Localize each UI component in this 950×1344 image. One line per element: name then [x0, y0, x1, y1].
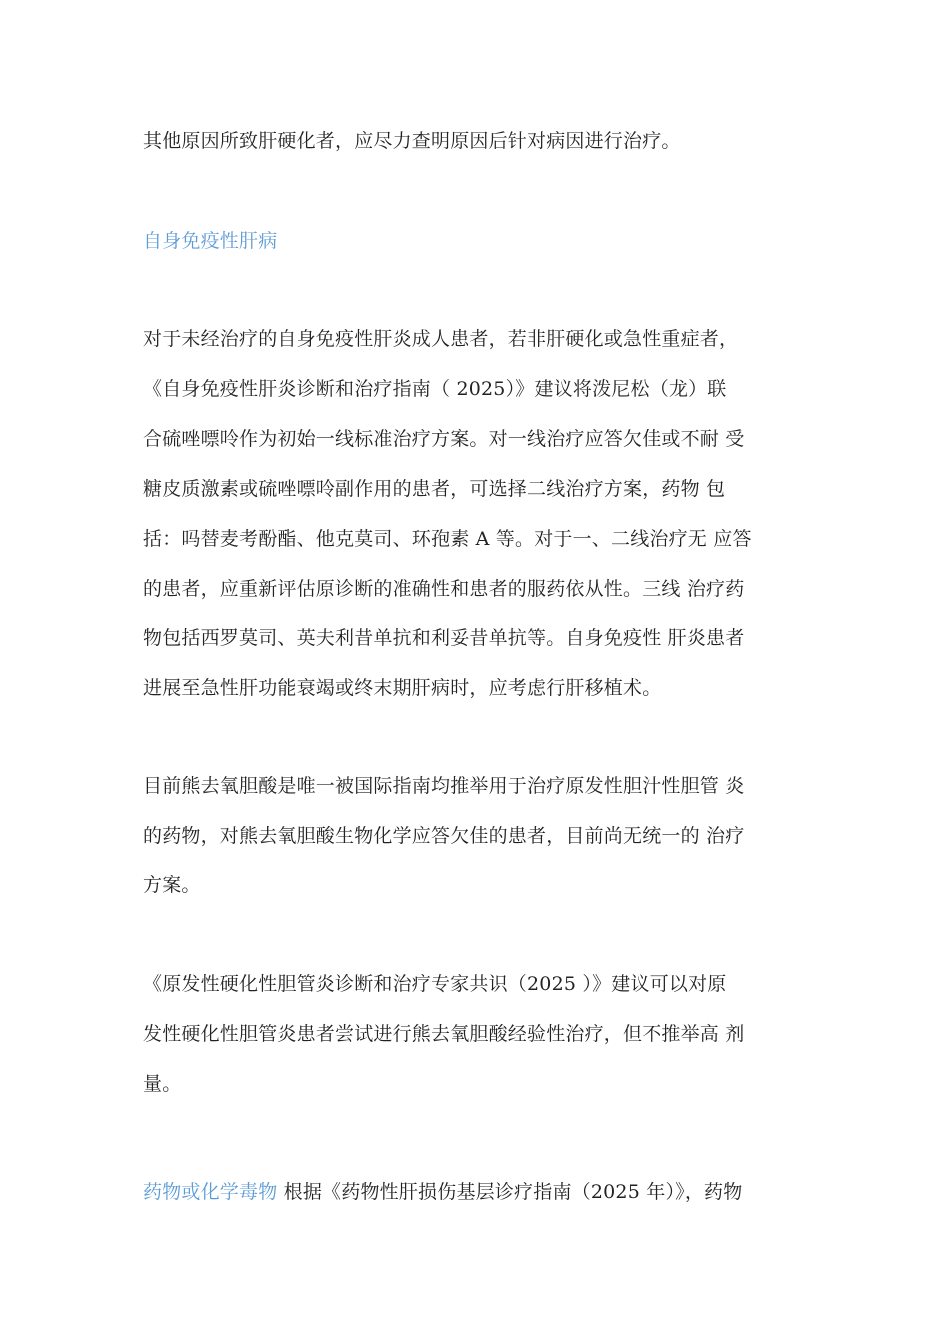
section-drug-line	[143, 1180, 742, 1204]
section-drug-text: 根据《药物性肝损伤基层诊疗指南（2025 年）》，药物	[277, 1181, 743, 1203]
paragraph-pbc-line: 方案。	[143, 874, 201, 896]
paragraph-aih-line: 对于未经治疗的自身免疫性肝炎成人患者，若非肝硬化或急性重症者，	[143, 328, 739, 350]
paragraph-psc-line: 《原发性硬化性胆管炎诊断和治疗专家共识（2025 ）》建议可以对原	[143, 973, 727, 995]
section-heading-drug: 药物或化学毒物	[143, 1181, 278, 1203]
section-heading-autoimmune: 自身免疫性肝病	[143, 230, 278, 252]
paragraph-aih-line: 进展至急性肝功能衰竭或终末期肝病时，应考虑行肝移植术。	[143, 677, 662, 699]
paragraph-intro-line: 其他原因所致肝硬化者，应尽力查明原因后针对病因进行治疗。	[143, 130, 681, 152]
paragraph-aih-line: 合硫唑嘌呤作为初始一线标准治疗方案。对一线治疗应答欠佳或不耐 受	[143, 428, 745, 450]
paragraph-aih-line: 糖皮质激素或硫唑嘌呤副作用的患者，可选择二线治疗方案，药物 包	[143, 478, 726, 500]
paragraph-pbc-line: 的药物，对熊去氧胆酸生物化学应答欠佳的患者，目前尚无统一的 治疗	[143, 825, 745, 847]
paragraph-psc-line: 发性硬化性胆管炎患者尝试进行熊去氧胆酸经验性治疗，但不推举高 剂	[143, 1023, 745, 1045]
paragraph-pbc-line: 目前熊去氧胆酸是唯一被国际指南均推举用于治疗原发性胆汁性胆管 炎	[143, 775, 745, 797]
paragraph-aih-line: 《自身免疫性肝炎诊断和治疗指南（ 2025）》建议将泼尼松（龙）联	[143, 378, 727, 400]
paragraph-psc-line: 量。	[143, 1073, 182, 1095]
paragraph-aih-line: 括：吗替麦考酚酯、他克莫司、环孢素 A 等。对于一、二线治疗无 应答	[143, 528, 752, 550]
paragraph-aih-line: 物包括西罗莫司、英夫利昔单抗和利妥昔单抗等。自身免疫性 肝炎患者	[143, 627, 745, 649]
paragraph-aih-line: 的患者，应重新评估原诊断的准确性和患者的服药依从性。三线 治疗药	[143, 578, 745, 600]
